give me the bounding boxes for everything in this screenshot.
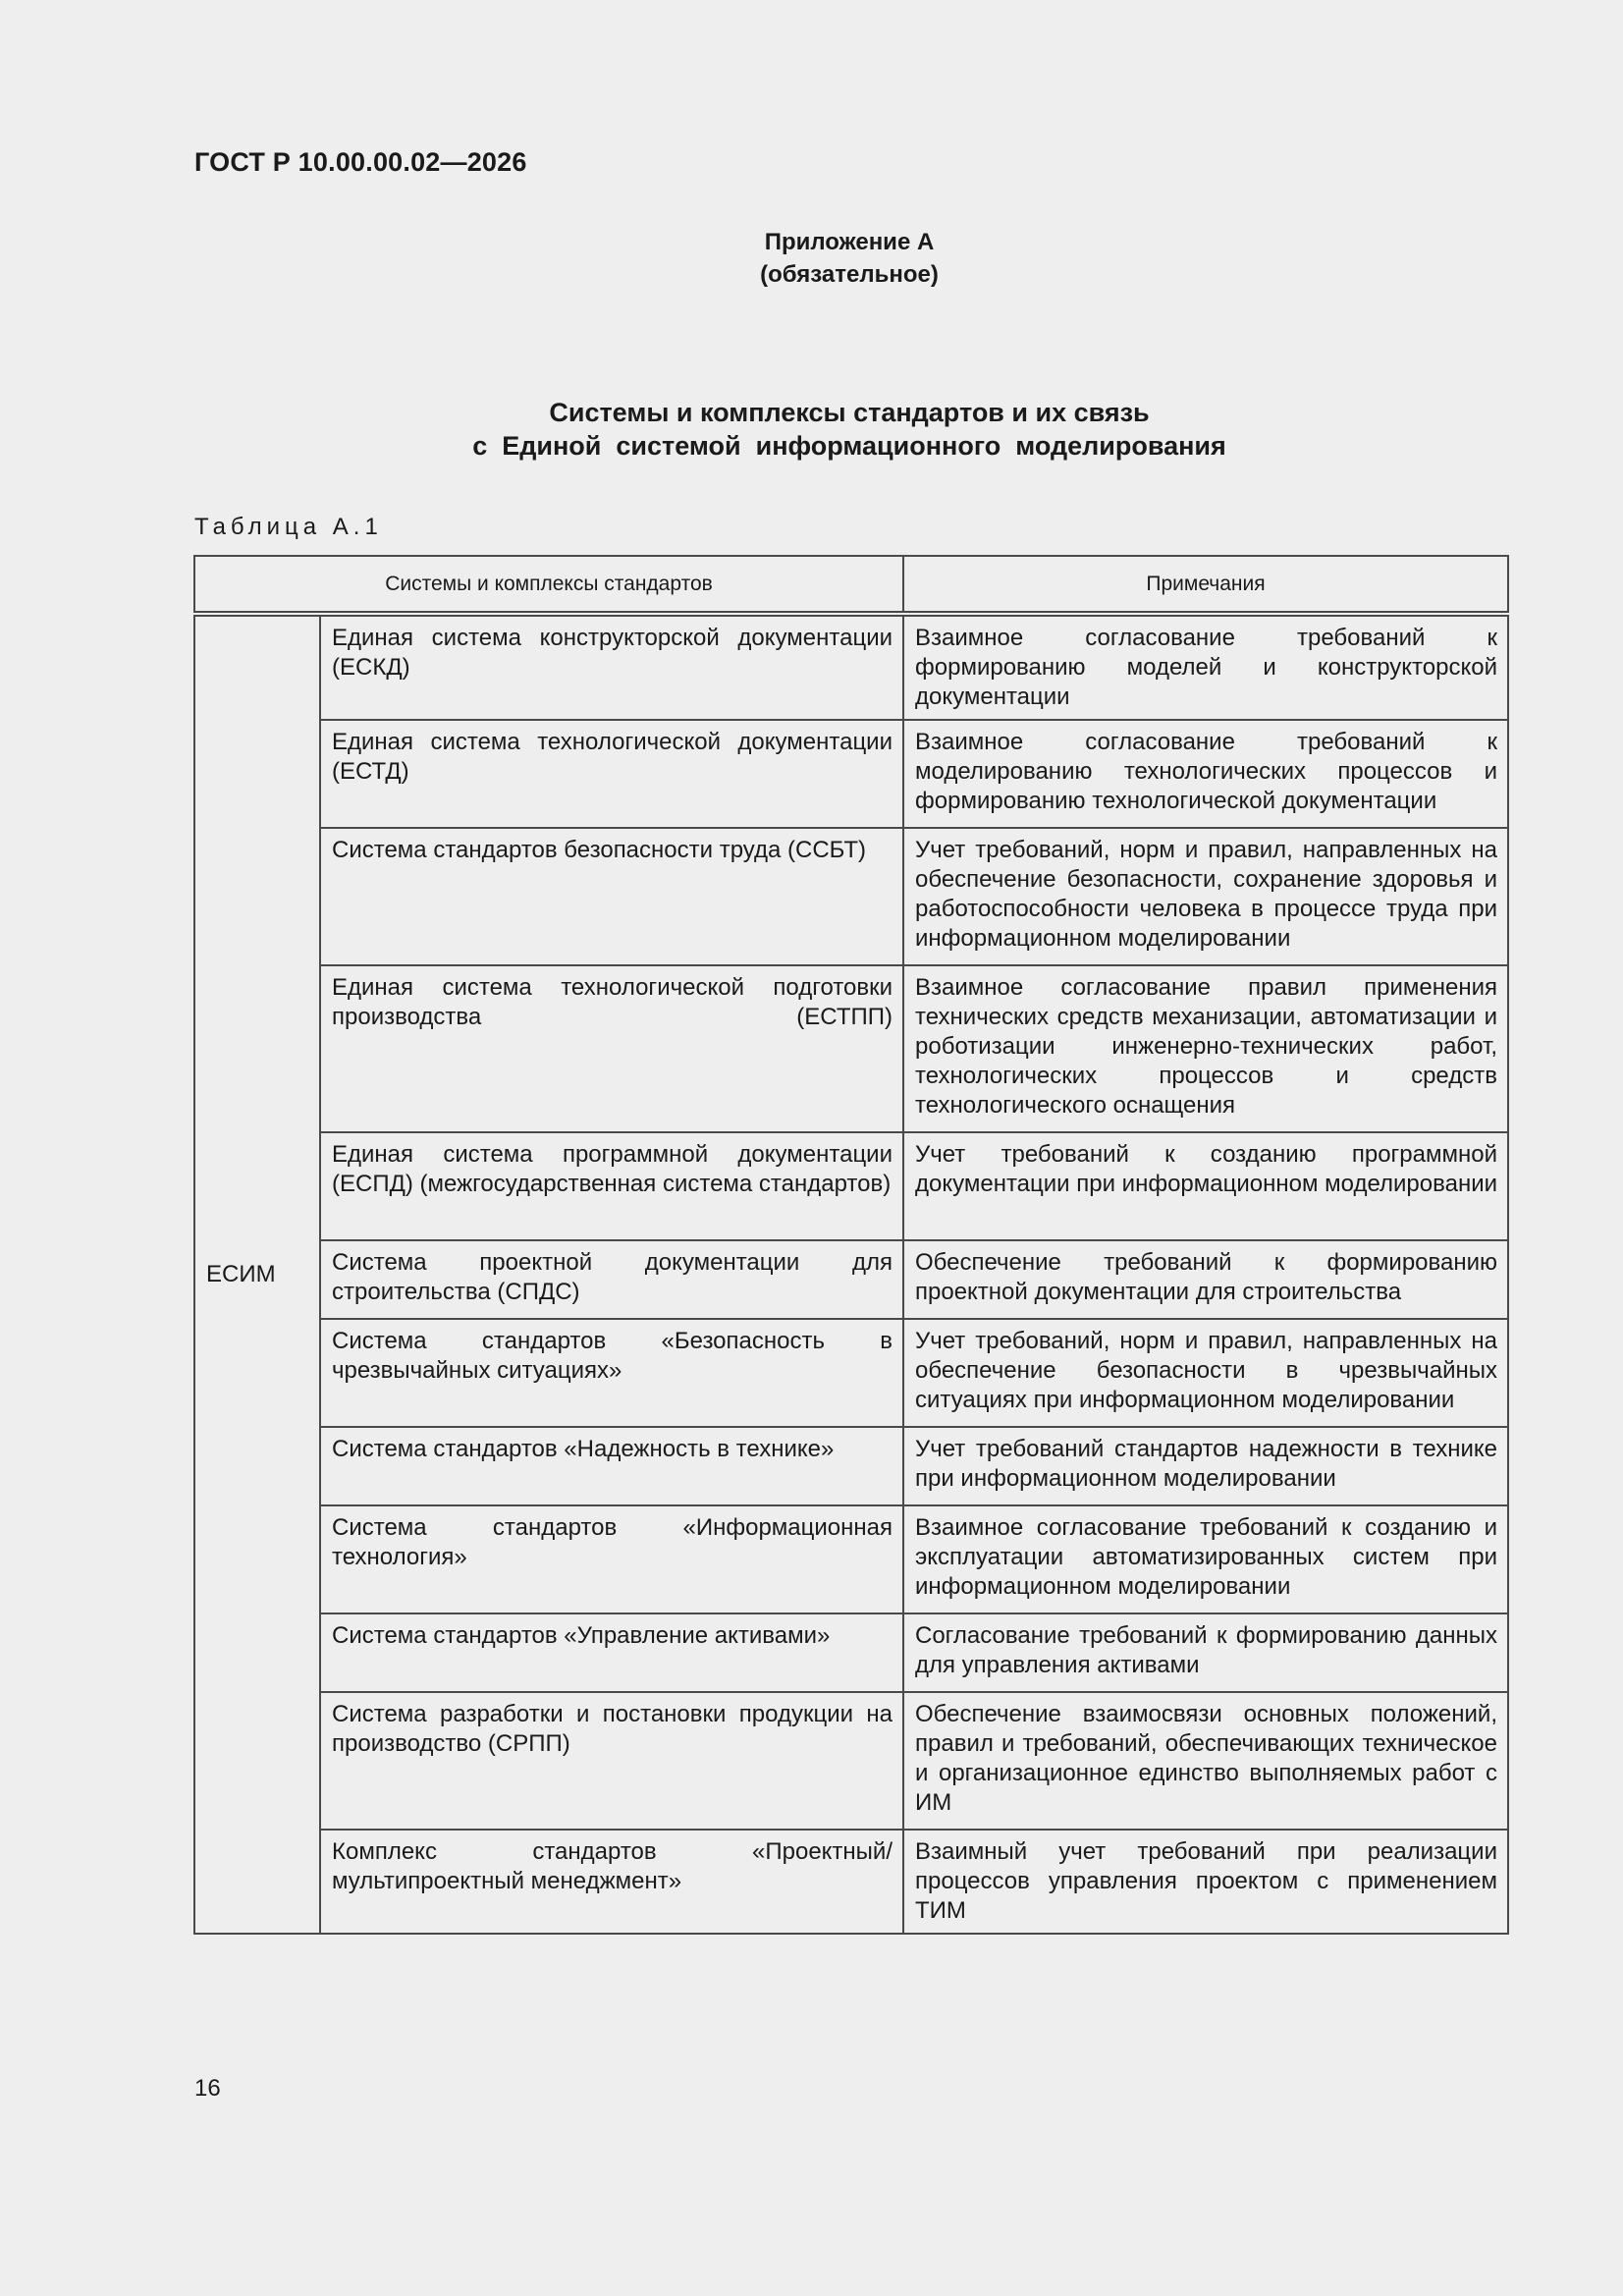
- table-row: [194, 1692, 1508, 1830]
- note-cell: Учет требований, норм и правил, направленных на обеспечение безопасности, сохранение здоровья и работоспособности человека в процессе труда при информационном моделировании: [903, 828, 1508, 965]
- table-row: [194, 828, 1508, 965]
- document-code: ГОСТ Р 10.00.00.02—2026: [194, 147, 527, 177]
- note-cell: Взаимный учет требований при реализации процессов управления проектом с применением ТИМ: [903, 1830, 1508, 1934]
- header-notes: Примечания: [903, 556, 1508, 614]
- note-cell: Взаимное согласование требований к формированию моделей и конструкторской документации: [903, 614, 1508, 720]
- table-header-row: [194, 556, 1508, 614]
- appendix-title: Приложение А: [764, 229, 935, 255]
- system-cell: Система проектной документации для строительства (СПДС): [320, 1240, 903, 1319]
- note-cell: Обеспечение требований к формированию проектной документации для строительства: [903, 1240, 1508, 1319]
- table-row: [194, 1613, 1508, 1692]
- appendix-heading: [0, 226, 1623, 291]
- standards-table: [193, 555, 1509, 1935]
- appendix-status: (обязательное): [760, 261, 939, 288]
- note-cell: Учет требований стандартов надежности в технике при информационном моделировании: [903, 1427, 1508, 1505]
- section-title-line-2: с Единой системой информационного моделирования: [472, 431, 1226, 461]
- note-cell: Взаимное согласование требований к созданию и эксплуатации автоматизированных систем при информационном моделировании: [903, 1505, 1508, 1613]
- table-row: [194, 1319, 1508, 1427]
- page-number: 16: [194, 2075, 221, 2102]
- group-cell-esim: ЕСИМ: [194, 614, 320, 1934]
- system-cell: Единая система технологической документации (ЕСТД): [320, 720, 903, 828]
- table-row: [194, 1505, 1508, 1613]
- table-row: [194, 1240, 1508, 1319]
- section-title: [0, 396, 1623, 463]
- note-cell: Учет требований к созданию программной документации при информационном моделировании: [903, 1132, 1508, 1240]
- system-cell: Система стандартов «Надежность в технике»: [320, 1427, 903, 1505]
- system-cell: Комплекс стандартов «Проектный/мультипроектный менеджмент»: [320, 1830, 903, 1934]
- section-title-line-1: Системы и комплексы стандартов и их связь: [549, 398, 1150, 427]
- note-cell: Учет требований, норм и правил, направленных на обеспечение безопасности в чрезвычайных ситуациях при информационном моделировании: [903, 1319, 1508, 1427]
- note-cell: Взаимное согласование правил применения технических средств механизации, автоматизации и роботизации инженерно-технических работ, технологических процессов и средств технологического оснащения: [903, 965, 1508, 1132]
- table-row: [194, 720, 1508, 828]
- system-cell: Система стандартов «Информационная технология»: [320, 1505, 903, 1613]
- system-cell: Система разработки и постановки продукции на производство (СРПП): [320, 1692, 903, 1830]
- header-systems: Системы и комплексы стандартов: [194, 556, 903, 614]
- table-row: [194, 1132, 1508, 1240]
- table-row: [194, 614, 1508, 720]
- table-row: [194, 1830, 1508, 1934]
- note-cell: Согласование требований к формированию данных для управления активами: [903, 1613, 1508, 1692]
- note-cell: Обеспечение взаимосвязи основных положений, правил и требований, обеспечивающих техническое и организационное единство выполняемых работ с ИМ: [903, 1692, 1508, 1830]
- table-row: [194, 965, 1508, 1132]
- system-cell: Система стандартов безопасности труда (ССБТ): [320, 828, 903, 965]
- system-cell: Система стандартов «Управление активами»: [320, 1613, 903, 1692]
- system-cell: Единая система программной документации (ЕСПД) (межгосударственная система стандартов): [320, 1132, 903, 1240]
- table-row: [194, 1427, 1508, 1505]
- note-cell: Взаимное согласование требований к моделированию технологических процессов и формированию технологической документации: [903, 720, 1508, 828]
- system-cell: Единая система конструкторской документации (ЕСКД): [320, 614, 903, 720]
- system-cell: Единая система технологической подготовки производства (ЕСТПП): [320, 965, 903, 1132]
- system-cell: Система стандартов «Безопасность в чрезвычайных ситуациях»: [320, 1319, 903, 1427]
- table-label: Таблица А.1: [194, 514, 383, 540]
